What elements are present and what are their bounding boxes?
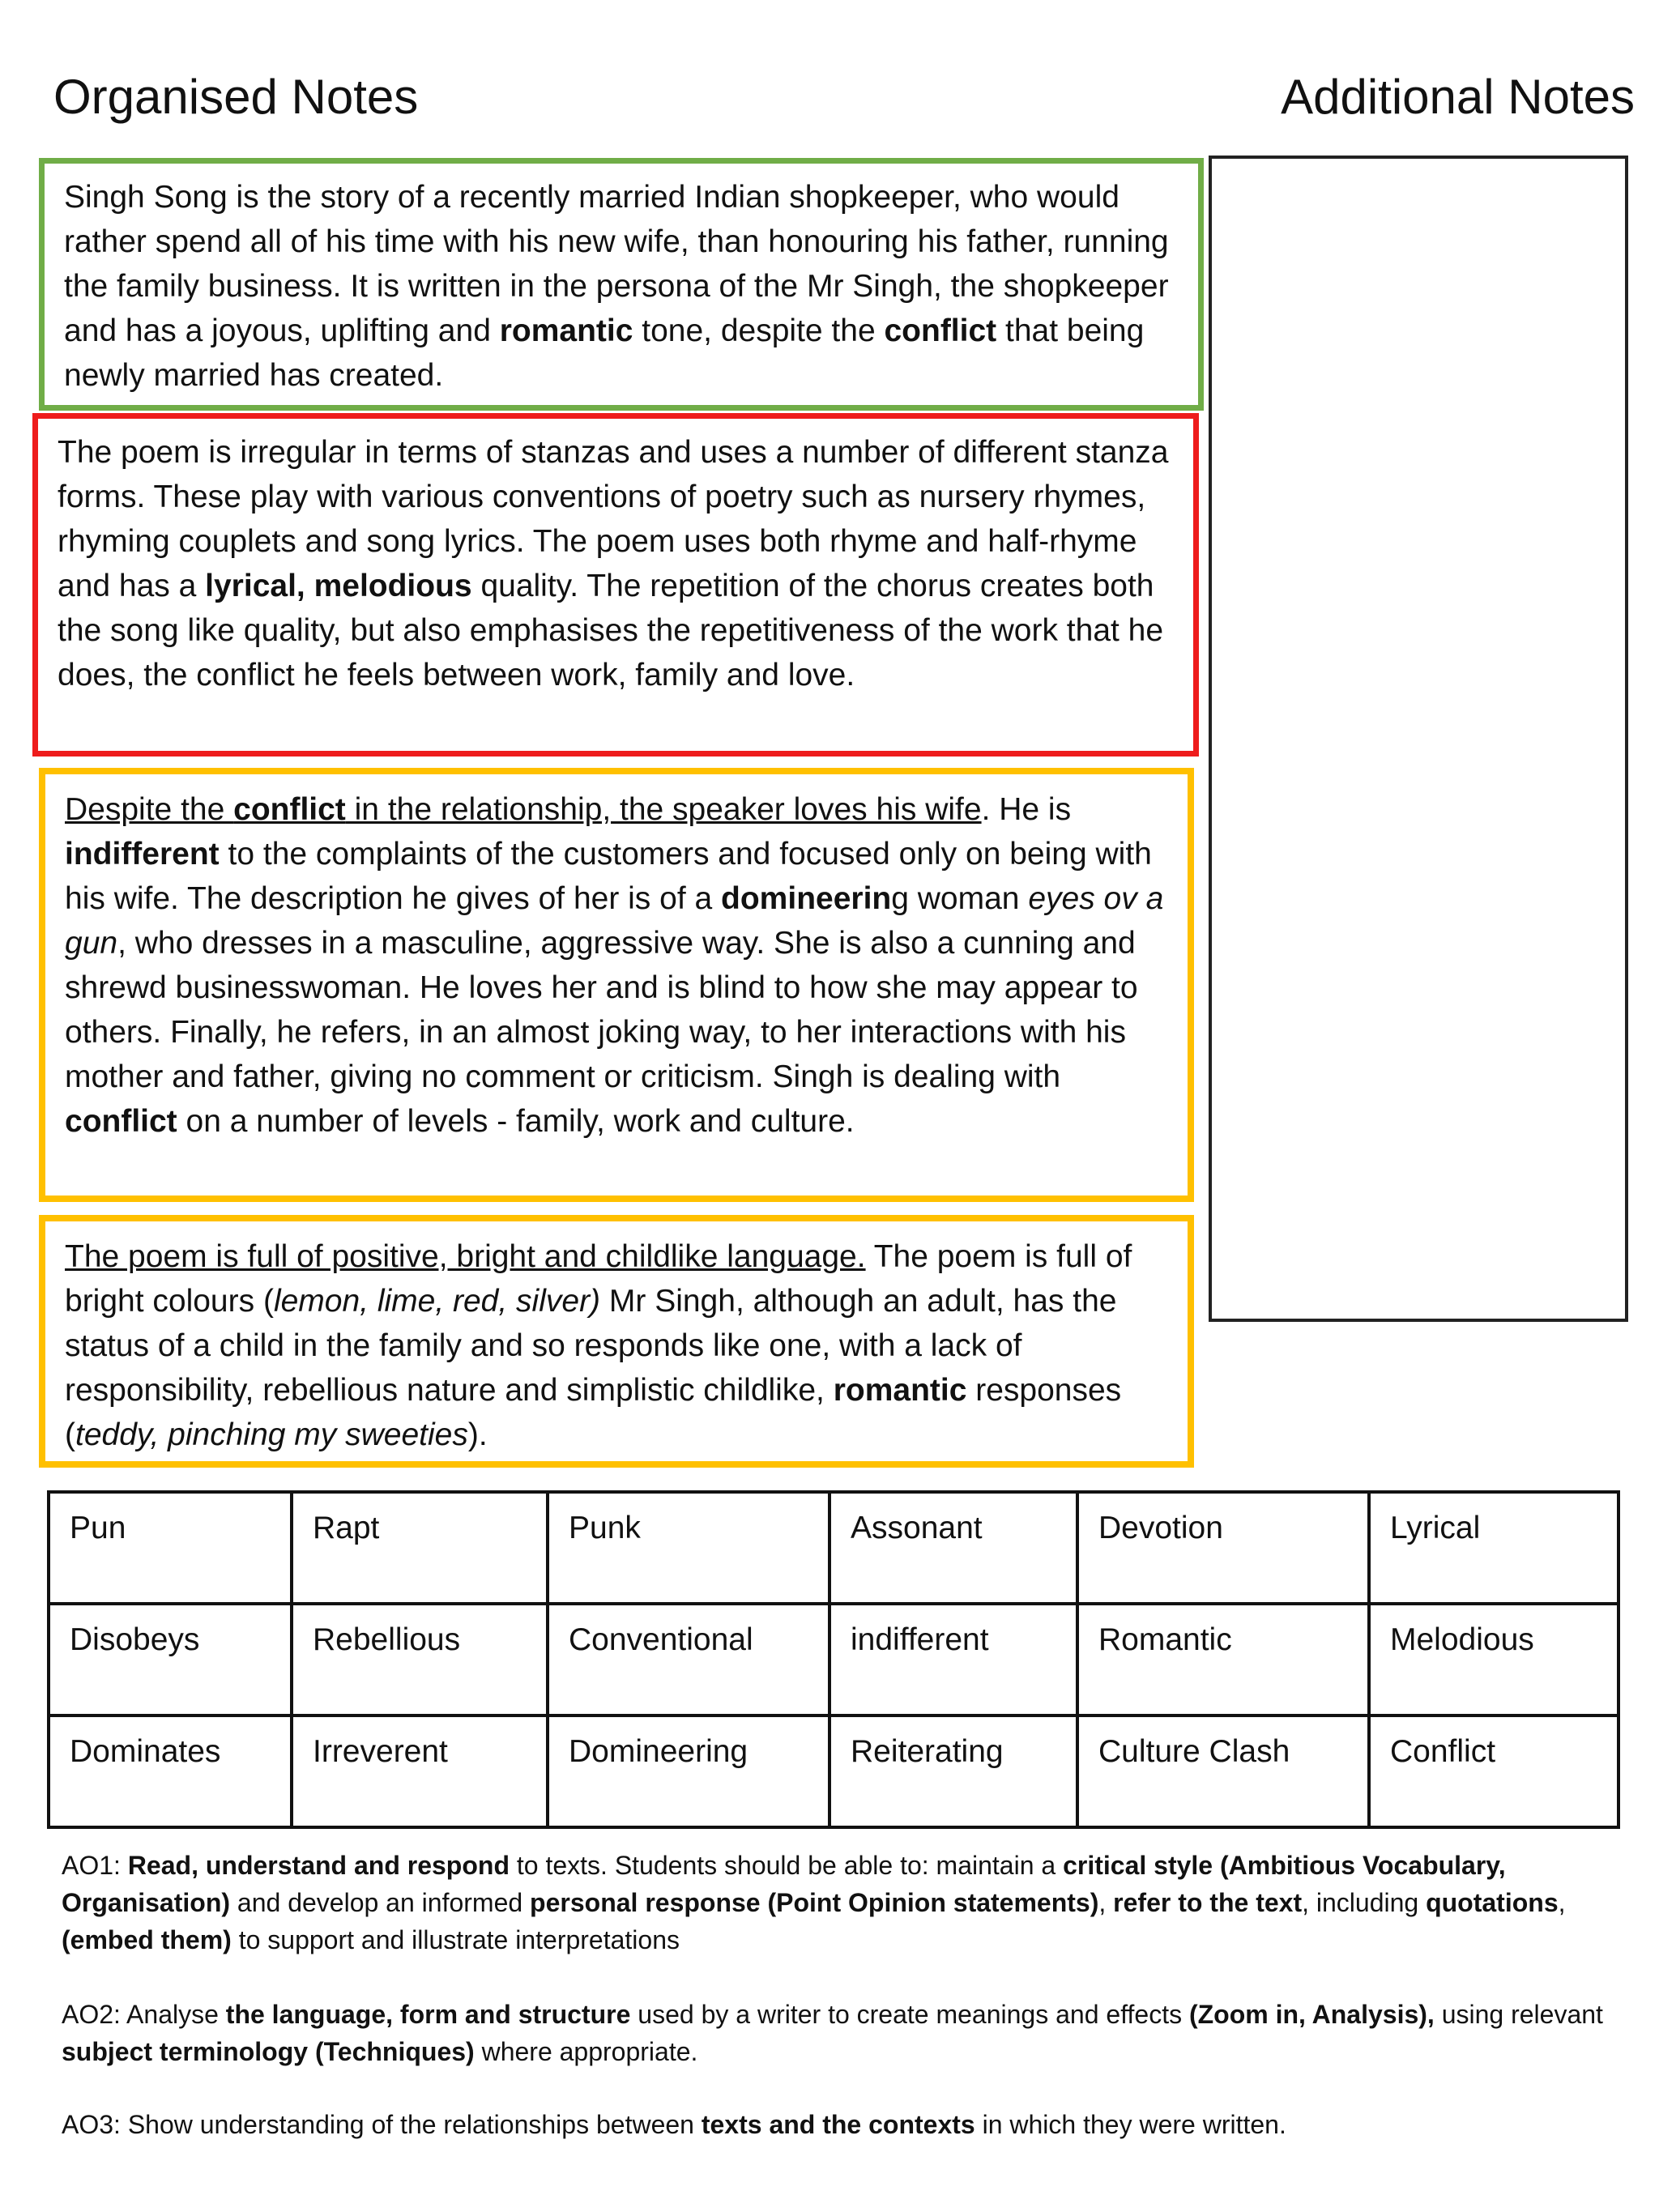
note-text: quality. The repetition of the chorus creates both the song like quality, but also emphasises the repetitiveness of the work that he does, the conflict he feels between work, family and love. [58, 569, 1164, 693]
vocab-cell: Conflict [1369, 1715, 1618, 1827]
ao-bold: quotations [1426, 1888, 1559, 1917]
ao-text: AO1: [62, 1851, 128, 1880]
conflict-note-box [39, 768, 1194, 1202]
ao-bold: Read, understand and respond [127, 1851, 510, 1880]
underlined-text: The poem is full of positive, bright and childlike language. [65, 1239, 866, 1274]
language-note-box [39, 1215, 1194, 1468]
ao-bold: (embed them) [62, 1925, 232, 1954]
quotation-italic: eyes ov a gun [65, 881, 1164, 961]
ao-bold: personal response (Point Opinion statements) [530, 1888, 1099, 1917]
note-text: responses ( [65, 1373, 1122, 1452]
ao-bold: refer to the text [1113, 1888, 1303, 1917]
note-text: to the complaints of the customers and focused only on being with his wife. The description he gives of her is of a [65, 837, 1152, 916]
assessment-objective-ao1 [62, 1847, 1617, 1958]
ao-text: and develop an informed [230, 1888, 531, 1917]
ao-text: to support and illustrate interpretations [231, 1925, 680, 1954]
quotation-italic: lemon, lime, red, silver) [273, 1284, 601, 1319]
summary-note-box [39, 158, 1204, 411]
vocab-cell: Romantic [1077, 1604, 1369, 1715]
ao-bold: the language, form and structure [225, 2000, 631, 2029]
ao-text: in which they were written. [975, 2110, 1286, 2139]
quotation-italic: teddy, pinching my sweeties [75, 1417, 468, 1452]
ao-text: , [1098, 1888, 1114, 1917]
note-text: The poem is full of bright colours ( [65, 1239, 1132, 1319]
note-text: tone, despite the [633, 313, 885, 348]
keyword-bold: indifferent [65, 837, 220, 872]
form-structure-note-box [32, 413, 1199, 757]
keyword-bold: romantic [833, 1373, 967, 1408]
vocab-cell: Lyrical [1369, 1492, 1618, 1604]
vocab-cell: Dominates [49, 1715, 292, 1827]
vocab-cell: Melodious [1369, 1604, 1618, 1715]
ao-bold: subject terminology (Techniques) [62, 2037, 475, 2066]
vocab-cell: Culture Clash [1077, 1715, 1369, 1827]
vocabulary-table [47, 1490, 1620, 1829]
vocab-cell: Devotion [1077, 1492, 1369, 1604]
ao-text: , including [1302, 1888, 1427, 1917]
keyword-bold: romantic [499, 313, 633, 348]
vocab-cell: Assonant [830, 1492, 1077, 1604]
note-text: on a number of levels - family, work and culture. [177, 1104, 855, 1139]
note-text: Singh Song is the story of a recently married Indian shopkeeper, who would rather spend all of his time with his new wife, than honouring his father, running the family business. It is written in the persona of the Mr Singh, the shopkeeper and has a joyous, uplifting and [64, 180, 1169, 348]
ao-text: using relevant [1434, 2000, 1603, 2029]
vocab-cell: Reiterating [830, 1715, 1077, 1827]
table-row [49, 1604, 1618, 1715]
assessment-objective-ao2 [62, 1996, 1617, 2070]
keyword-bold: conflict [884, 313, 997, 348]
ao-text: where appropriate. [474, 2037, 698, 2066]
assessment-objective-ao3 [62, 2106, 1617, 2143]
keyword-bold: conflict [65, 1104, 177, 1139]
ao-text: AO2: Analyse [62, 2000, 226, 2029]
note-text: that being newly married has created. [64, 313, 1145, 393]
keyword-bold: lyrical, melodious [205, 569, 472, 603]
note-text: ). [467, 1417, 488, 1452]
ao-bold: texts and the contexts [701, 2110, 975, 2139]
note-text: The poem is irregular in terms of stanzas and uses a number of different stanza forms. These play with various conventions of poetry such as nursery rhymes, rhyming couplets and song lyrics. The poem uses both rhyme and half-rhyme and has a [58, 435, 1169, 603]
vocab-cell: Conventional [548, 1604, 830, 1715]
ao-text: , [1558, 1888, 1566, 1917]
keyword-bold: conflict [233, 792, 346, 827]
ao-bold: critical style (Ambitious Vocabulary, Organisation) [62, 1851, 1506, 1917]
vocab-cell: Punk [548, 1492, 830, 1604]
vocab-cell: indifferent [830, 1604, 1077, 1715]
note-text: Mr Singh, although an adult, has the status of a child in the family and so responds like one, with a lack of responsibility, rebellious nature and simplistic childlike, [65, 1284, 1117, 1408]
underlined-text: in the relationship, the speaker loves his wife [345, 792, 982, 827]
ao-text: to texts. Students should be able to: maintain a [509, 1851, 1064, 1880]
ao-text: used by a writer to create meanings and effects [630, 2000, 1189, 2029]
table-row [49, 1715, 1618, 1827]
note-text: . He is [981, 792, 1072, 827]
vocab-cell: Irreverent [292, 1715, 548, 1827]
underlined-text: Despite the [65, 792, 234, 827]
additional-notes-box[interactable] [1209, 156, 1628, 1322]
vocab-cell: Rebellious [292, 1604, 548, 1715]
vocab-cell: Rapt [292, 1492, 548, 1604]
organised-notes-heading: Organised Notes [53, 70, 419, 124]
ao-bold: (Zoom in, Analysis), [1188, 2000, 1435, 2029]
keyword-bold: domineerin [721, 881, 892, 916]
note-text: g woman [891, 881, 1029, 916]
note-text: , who dresses in a masculine, aggressive way. She is also a cunning and shrewd businesswoman. He loves her and is blind to how she may appear to others. Finally, he refers, in an almost joking way, to her interactions with his mother and father, giving no comment or criticism. Singh is dealing with [65, 926, 1138, 1094]
table-row [49, 1492, 1618, 1604]
vocab-cell: Domineering [548, 1715, 830, 1827]
vocab-cell: Disobeys [49, 1604, 292, 1715]
ao-text: AO3: Show understanding of the relationships between [62, 2110, 702, 2139]
vocab-cell: Pun [49, 1492, 292, 1604]
additional-notes-heading: Additional Notes [1281, 70, 1635, 124]
